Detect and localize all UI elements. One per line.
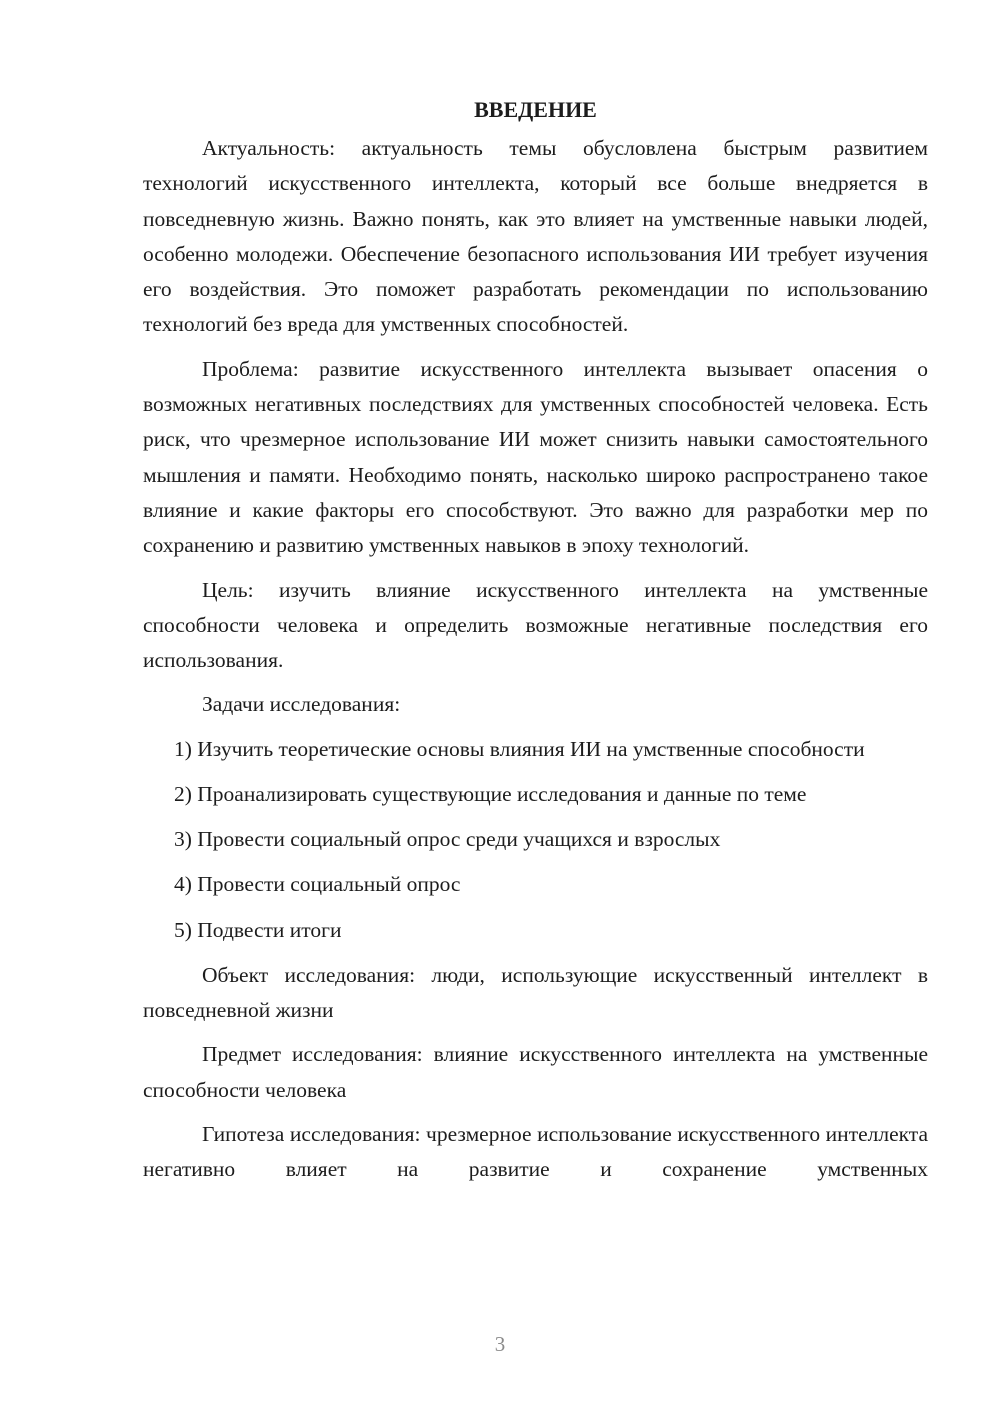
hypothesis-paragraph: Гипотеза исследования: чрезмерное использование искусственного интеллекта негативно влияет на развитие и сохранение умственных <box>143 1121 928 1182</box>
relevance-paragraph: Актуальность: актуальность темы обусловлена быстрым развитием технологий искусственного интеллекта, который все больше внедряется в повседневную жизнь. Важно понять, как это влияет на умственные навыки людей, особенно молодежи. Обеспечение безопасного использования ИИ требует изучения его воздействия. Это поможет разработать рекомендации по использованию технологий без вреда для умственных способностей. <box>143 136 928 337</box>
page-number: 3 <box>494 1332 506 1356</box>
problem-paragraph: Проблема: развитие искусственного интеллекта вызывает опасения о возможных негативных последствиях для умственных способностей человека. Есть риск, что чрезмерное использование ИИ может снизить навыки самостоятельного мышления и памяти. Необходимо понять, насколько широко распространено такое влияние и какие факторы его способствуют. Это важно для разработки мер по сохранению и развитию умственных навыков в эпоху технологий. <box>143 356 928 558</box>
subject-paragraph: Предмет исследования: влияние искусственного интеллекта на умственные способности человека <box>143 1042 928 1102</box>
document-page <box>143 92 928 1196</box>
task-item-2: 2) Проанализировать существующие исследования и данные по теме <box>174 781 807 806</box>
tasks-list <box>143 732 928 948</box>
task-item-4: 4) Провести социальный опрос <box>174 872 461 897</box>
task-item-5: 5) Подвести итоги <box>174 917 342 942</box>
object-paragraph: Объект исследования: люди, использующие искусственный интеллект в повседневной жизни <box>143 962 928 1022</box>
section-heading: ВВЕДЕНИЕ <box>474 97 597 122</box>
task-item-1: 1) Изучить теоретические основы влияния ИИ на умственные способности <box>174 736 865 761</box>
task-item-3: 3) Провести социальный опрос среди учащихся и взрослых <box>174 827 721 852</box>
tasks-intro: Задачи исследования: <box>202 692 401 717</box>
goal-paragraph: Цель: изучить влияние искусственного интеллекта на умственные способности человека и определить возможные негативные последствия его использования. <box>143 577 928 673</box>
